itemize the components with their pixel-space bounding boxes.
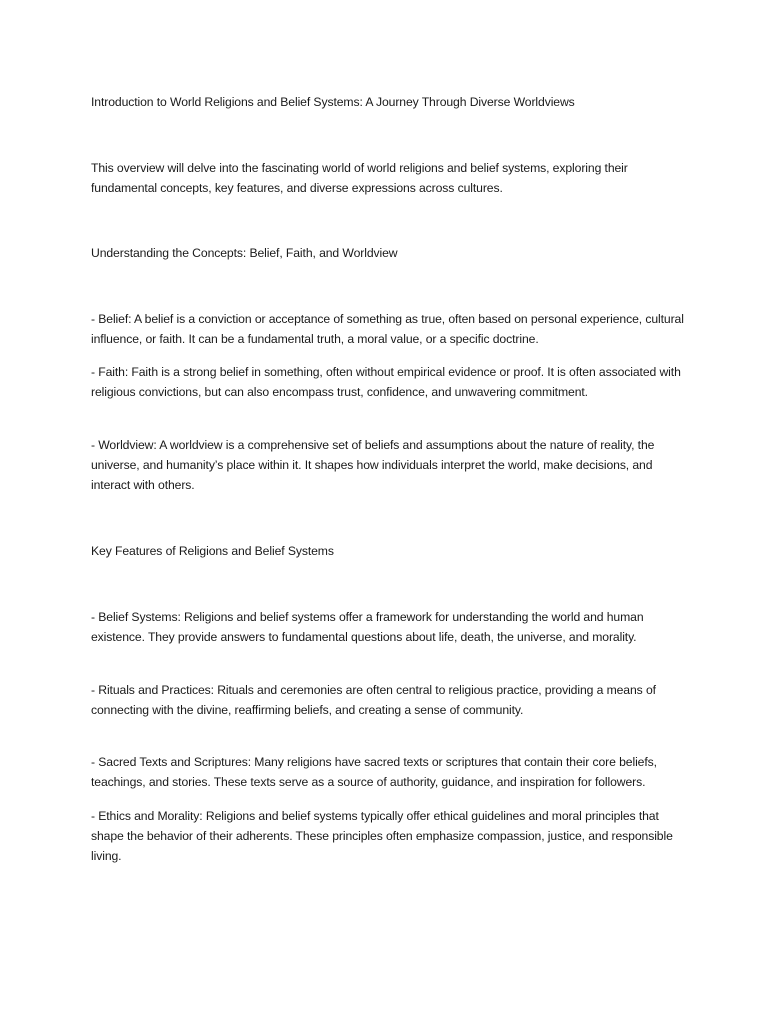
paragraph-ethics-morality: - Ethics and Morality: Religions and belief systems typically offer ethical guidelines and moral principles that shape the behavior of their adherents. These principles often emphasize compassion, justice, and responsible living. <box>91 809 673 863</box>
paragraph-worldview: - Worldview: A worldview is a comprehensive set of beliefs and assumptions about the nature of reality, the universe, and humanity’s place within it. It shapes how individuals interpret the world, make decisions, and interact with others. <box>91 438 655 492</box>
paragraph-faith: - Faith: Faith is a strong belief in something, often without empirical evidence or proof. It is often associated with religious convictions, but can also encompass trust, confidence, and unwavering commitment. <box>91 365 681 399</box>
paragraph-belief-systems: - Belief Systems: Religions and belief systems offer a framework for understanding the world and human existence. They provide answers to fundamental questions about life, death, the universe, and morality. <box>91 610 644 644</box>
section-heading-concepts: Understanding the Concepts: Belief, Faith, and Worldview <box>91 246 398 260</box>
document-title: Introduction to World Religions and Belief Systems: A Journey Through Diverse Worldviews <box>91 95 575 109</box>
section-heading-key-features: Key Features of Religions and Belief Systems <box>91 544 334 558</box>
intro-paragraph: This overview will delve into the fascinating world of world religions and belief systems, exploring their fundamental concepts, key features, and diverse expressions across cultures. <box>91 161 628 195</box>
paragraph-rituals-practices: - Rituals and Practices: Rituals and ceremonies are often central to religious practice, providing a means of connecting with the divine, reaffirming beliefs, and creating a sense of community. <box>91 683 656 717</box>
paragraph-sacred-texts: - Sacred Texts and Scriptures: Many religions have sacred texts or scriptures that contain their core beliefs, teachings, and stories. These texts serve as a source of authority, guidance, and inspiration for followers. <box>91 755 657 789</box>
paragraph-belief: - Belief: A belief is a conviction or acceptance of something as true, often based on personal experience, cultural influence, or faith. It can be a fundamental truth, a moral value, or a specific doctrine. <box>91 312 684 346</box>
